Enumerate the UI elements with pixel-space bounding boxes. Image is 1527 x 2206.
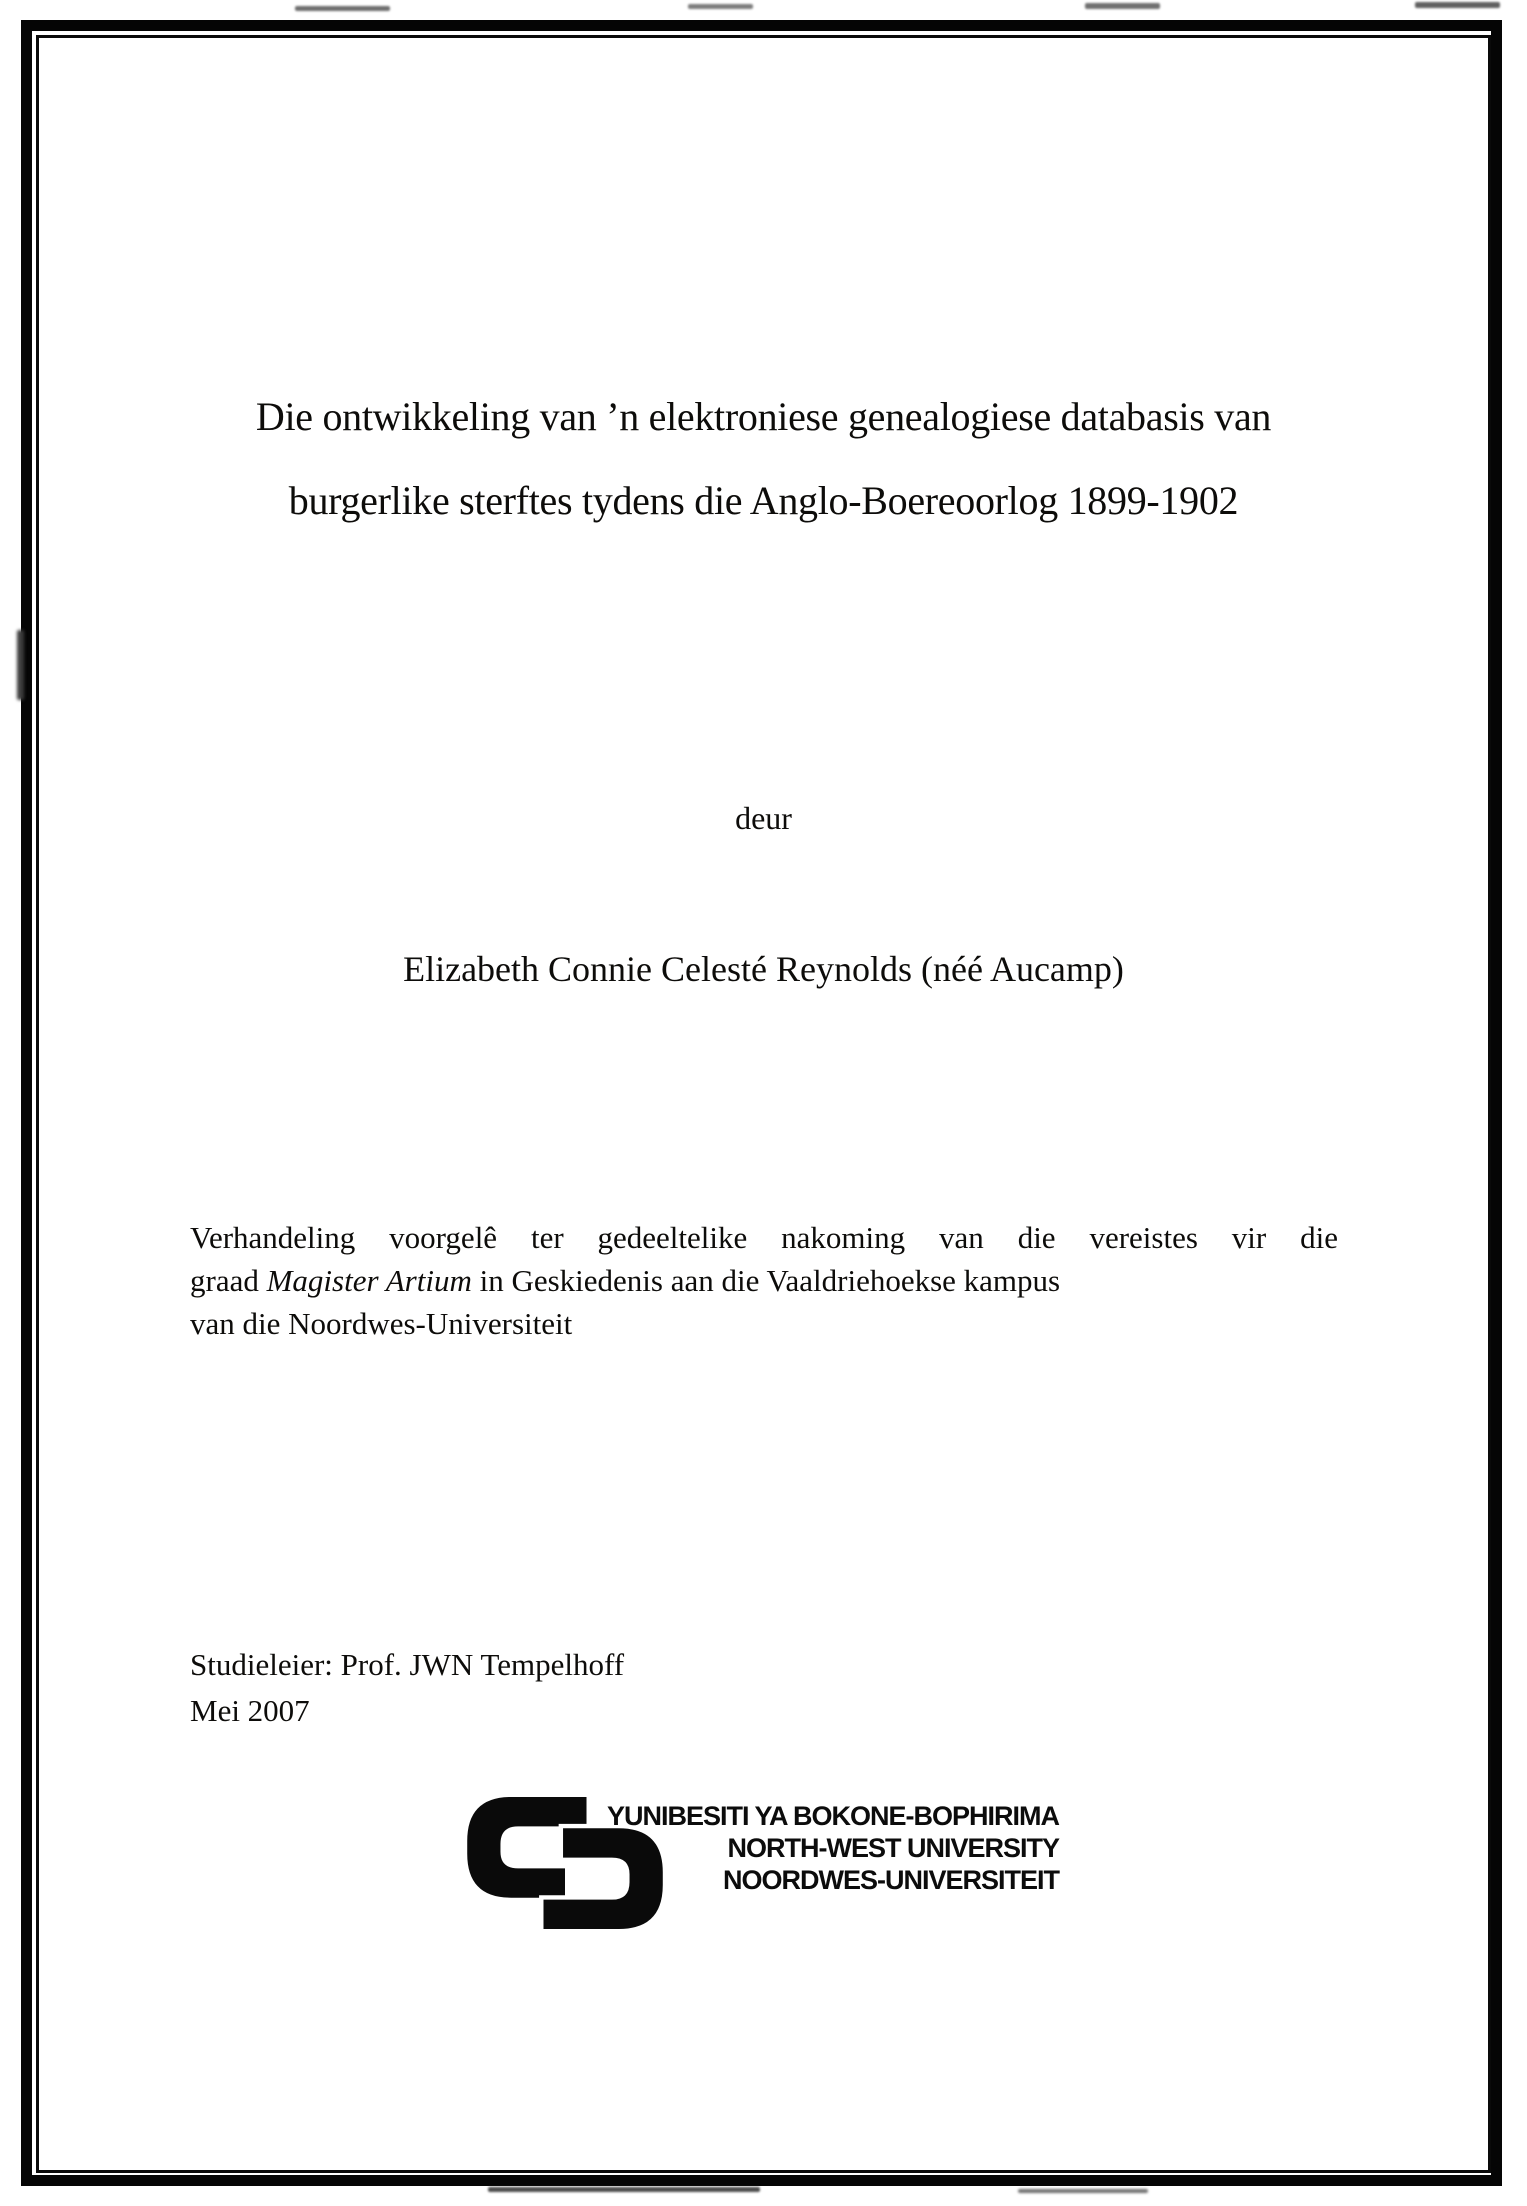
- scan-artifact: [17, 630, 24, 700]
- supervisor-block: [190, 1642, 624, 1734]
- thesis-title: [0, 375, 1527, 543]
- thesis-title-line1: Die ontwikkeling van ’n elektroniese genealogiese databasis van: [255, 394, 1272, 439]
- university-logo-text: [587, 1800, 1059, 1896]
- university-logo-line2: NORTH-WEST UNIVERSITY: [727, 1833, 1059, 1863]
- scan-artifact: [1415, 2, 1500, 8]
- university-logo-line1: YUNIBESITI YA BOKONE-BOPHIRIMA: [606, 1801, 1059, 1831]
- university-logo: [467, 1797, 1087, 1937]
- author-name: Elizabeth Connie Celesté Reynolds (néé Aucamp): [403, 949, 1124, 989]
- degree-statement-line2-after: in Geskiedenis aan die Vaaldriehoekse kampus: [471, 1263, 1061, 1298]
- supervisor-line: Studieleier: Prof. JWN Tempelhoff: [190, 1647, 625, 1682]
- degree-name: Magister Artium: [266, 1263, 472, 1298]
- scan-artifact: [688, 4, 753, 9]
- scan-artifact: [1085, 3, 1160, 9]
- degree-statement-line3: van die Noordwes-Universiteit: [190, 1306, 573, 1341]
- degree-statement-line2: [190, 1259, 1338, 1302]
- university-logo-line3: NOORDWES-UNIVERSITEIT: [722, 1865, 1059, 1895]
- degree-statement: [190, 1216, 1338, 1345]
- degree-statement-line2-before: graad: [190, 1263, 267, 1298]
- scan-artifact: [1018, 2189, 1148, 2193]
- scan-artifact: [488, 2187, 760, 2192]
- date-line: Mei 2007: [190, 1693, 310, 1728]
- scan-artifact: [295, 6, 390, 11]
- degree-statement-line1: Verhandeling voorgelê ter gedeeltelike nakoming van die vereistes vir die: [190, 1220, 1338, 1255]
- byline-label: deur: [735, 800, 792, 836]
- thesis-title-line2: burgerlike sterftes tydens die Anglo-Boereoorlog 1899-1902: [288, 478, 1239, 523]
